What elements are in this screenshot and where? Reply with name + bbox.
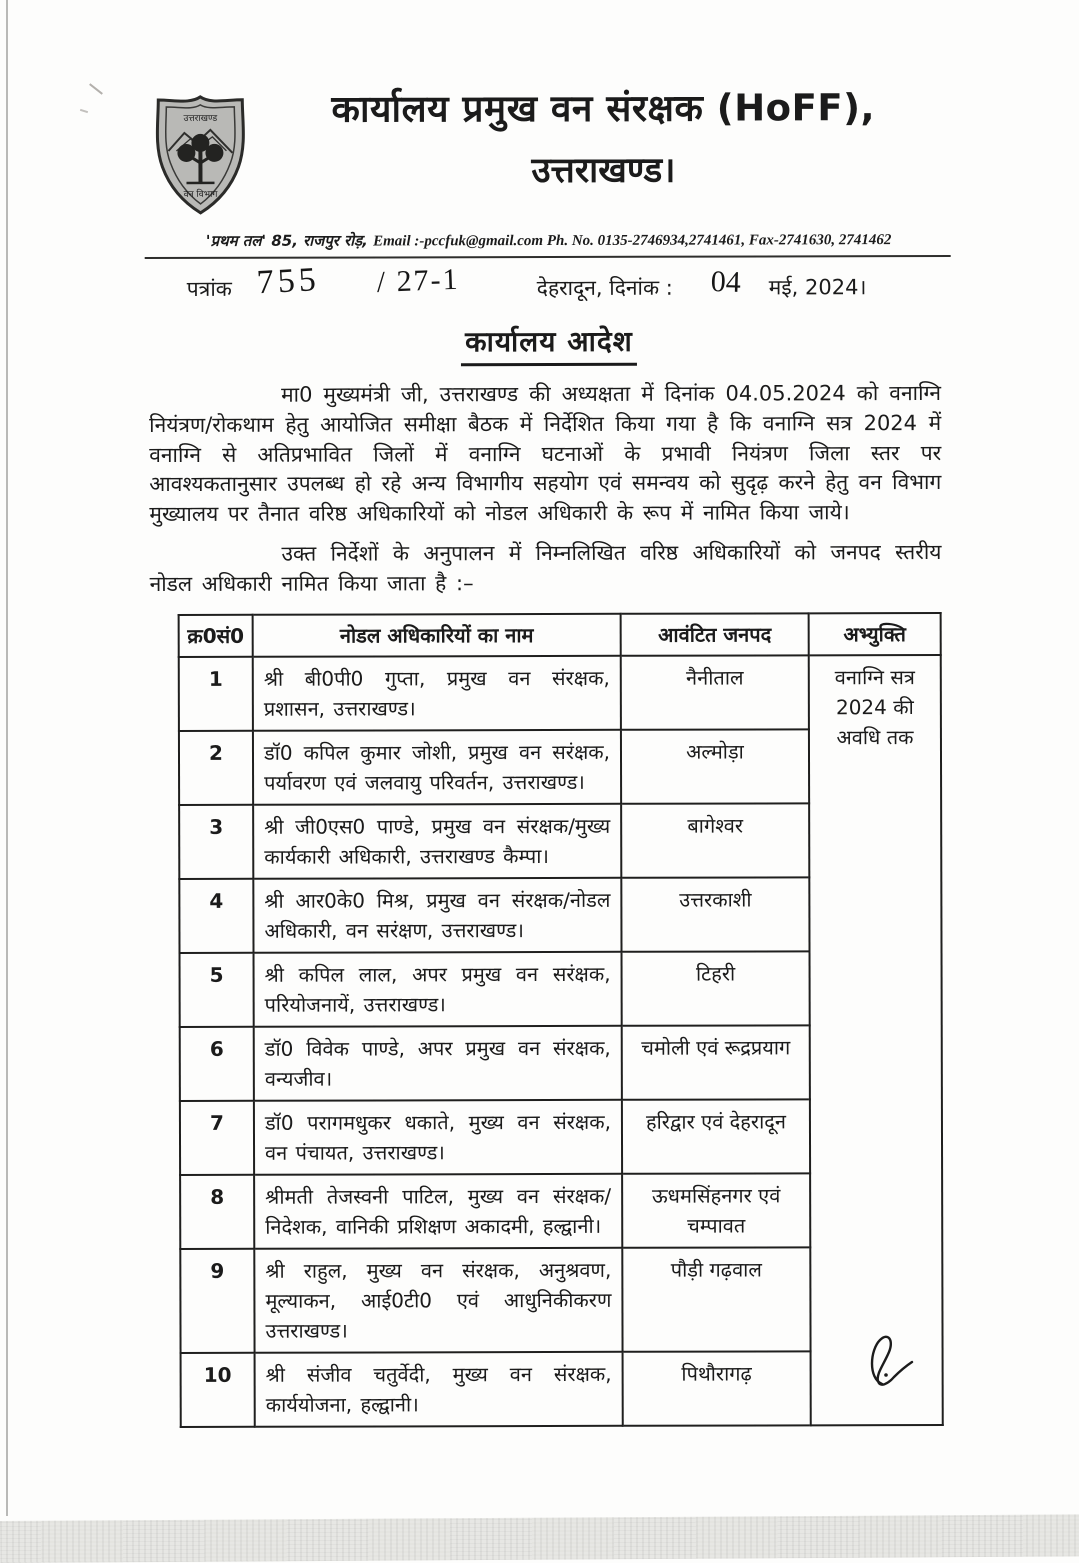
cell-serial-no: 4 [179, 878, 253, 952]
cell-serial-no: 7 [180, 1100, 254, 1174]
cell-serial-no: 6 [180, 1026, 254, 1100]
letter-no-label: पत्रांक [186, 276, 232, 301]
header-serial-no: क्र0सं0 [179, 614, 253, 656]
header-remarks: अभ्युक्ति [809, 613, 941, 655]
cell-allotted-district: बागेश्वर [621, 803, 809, 877]
cell-officer-name: श्री संजीव चतुर्वेदी, मुख्य वन संरक्षक, कार्ययोजना, हल्द्वानी। [255, 1351, 623, 1426]
table-row [179, 655, 941, 731]
cell-serial-no: 5 [180, 952, 254, 1026]
order-title: कार्यालय आदेश [461, 322, 637, 366]
body-paragraph-1: मा0 मुख्यमंत्री जी, उत्तराखण्ड की अध्यक्षता में दिनांक 04.05.2024 को वनाग्नि नियंत्रण/रोकथाम हेतु आयोजित समीक्षा बैठक में निर्देशित किया गया है कि वनाग्नि सत्र 2024 में वनाग्नि से अतिप्रभावित जिलों में वनाग्नि घटनाओं के प्रभावी नियंत्रण जिला स्तर पर आवश्यकतानुसार उपलब्ध हो रहे अन्य विभागीय सहयोग एवं समन्वय को सुदृढ़ करने हेतु वन विभाग मुख्यालय पर तैनात वरिष्ठ अधिकारियों को नोडल अधिकारी के रूप में नामित किया जाये। [149, 380, 942, 527]
document-content [148, 85, 952, 1428]
date-printed: मई, 2024। [768, 275, 867, 300]
cell-allotted-district: नैनीताल [621, 655, 809, 729]
cell-officer-name: डॉ0 विवेक पाण्डे, अपर प्रमुख वन संरक्षक, वन्यजीव। [254, 1026, 622, 1101]
cell-officer-name: श्री जी0एस0 पाण्डे, प्रमुख वन संरक्षक/मुख्य कार्यकारी अधिकारी, उत्तराखण्ड कैम्पा। [253, 804, 621, 879]
cell-officer-name: श्री बी0पी0 गुप्ता, प्रमुख वन संरक्षक, प्रशासन, उत्तराखण्ड। [253, 656, 621, 731]
office-title [258, 85, 948, 194]
emblem-top-text: उत्तराखण्ड [183, 113, 218, 124]
letter-no-handwritten: 755 [255, 260, 321, 302]
cell-allotted-district: चमोली एवं रूद्रप्रयाग [622, 1025, 810, 1099]
address-contact: Email :-pccfuk@gmail.com Ph. No. 0135-2746934,2741461, Fax-2741630, 2741462 [373, 232, 892, 250]
cell-allotted-district: पौड़ी गढ़वाल [622, 1247, 810, 1351]
cell-officer-name: श्री कपिल लाल, अपर प्रमुख वन सरंक्षक, परियोजनायें, उत्तराखण्ड। [254, 952, 622, 1027]
letter-no-suffix-handwritten: / 27-1 [376, 262, 461, 299]
cell-serial-no: 9 [180, 1248, 254, 1352]
address-hindi: 'प्रथम तल' 85, राजपुर रोड़, [205, 231, 368, 250]
cell-serial-no: 10 [181, 1352, 255, 1426]
cell-serial-no: 3 [179, 804, 253, 878]
cell-remarks-merged: वनाग्नि सत्र 2024 की अवधि तक [809, 655, 943, 1425]
cell-officer-name: श्री आर0के0 मिश्र, प्रमुख वन संरक्षक/नोडल अधिकारी, वन सरंक्षण, उत्तराखण्ड। [253, 878, 621, 953]
emblem-bottom-text: वन विभाग [183, 189, 218, 200]
reference-line [149, 260, 949, 311]
cell-allotted-district: हरिद्वार एवं देहरादून [622, 1099, 810, 1173]
cell-allotted-district: उत्तरकाशी [621, 877, 809, 951]
table-body [179, 655, 943, 1427]
cell-officer-name: डॉ0 कपिल कुमार जोशी, प्रमुख वन सरंक्षक, पर्यावरण एवं जलवायु परिवर्तन, उत्तराखण्ड। [253, 730, 621, 805]
pencil-mark [80, 109, 88, 113]
table-header-row [179, 613, 941, 657]
cell-officer-name: श्री राहुल, मुख्य वन संरक्षक, अनुश्रवण, मूल्याकन, आई0टी0 एवं आधुनिकीकरण उत्तराखण्ड। [254, 1247, 622, 1352]
scanner-background-band [0, 1514, 1079, 1563]
cell-officer-name: श्रीमती तेजस्वनी पाटिल, मुख्य वन संरक्षक/निदेशक, वानिकी प्रशिक्षण अकादमी, हल्द्वानी। [254, 1174, 622, 1249]
cell-allotted-district: ऊधमसिंहनगर एवं चम्पावत [622, 1173, 810, 1247]
nodal-officers-table [178, 612, 944, 1428]
header-divider [145, 255, 951, 259]
office-title-line2: उत्तराखण्ड। [531, 150, 676, 192]
cell-allotted-district: अल्मोड़ा [621, 729, 809, 803]
cell-allotted-district: पिथौरागढ़ [623, 1351, 811, 1425]
pencil-mark [89, 83, 103, 94]
header-officer-name: नोडल अधिकारियों का नाम [253, 614, 621, 657]
date-handwritten: 04 [710, 265, 742, 300]
cell-serial-no: 2 [179, 730, 253, 804]
cell-serial-no: 8 [180, 1174, 254, 1248]
address-line [149, 229, 949, 251]
cell-officer-name: डॉ0 परागमधुकर धकाते, मुख्य वन संरक्षक, वन पंचायत, उत्तराखण्ड। [254, 1100, 622, 1175]
letterhead [148, 85, 948, 215]
place-date-label: देहरादून, दिनांक : [536, 275, 673, 301]
paper-left-edge [6, 0, 8, 1516]
cell-serial-no: 1 [179, 656, 253, 730]
cell-allotted-district: टिहरी [622, 951, 810, 1025]
body-paragraph-2: उक्त निर्देशों के अनुपालन में निम्नलिखित वरिष्ठ अधिकारियों को जनपद स्तरीय नोडल अधिकारी नामित किया जाता है :– [149, 540, 942, 596]
handwritten-initial-signature [856, 1330, 918, 1402]
forest-department-emblem-icon [150, 93, 250, 217]
header-allotted-district: आवंटित जनपद [621, 613, 809, 655]
office-title-line1: कार्यालय प्रमुख वन संरक्षक (HoFF), [331, 86, 876, 131]
